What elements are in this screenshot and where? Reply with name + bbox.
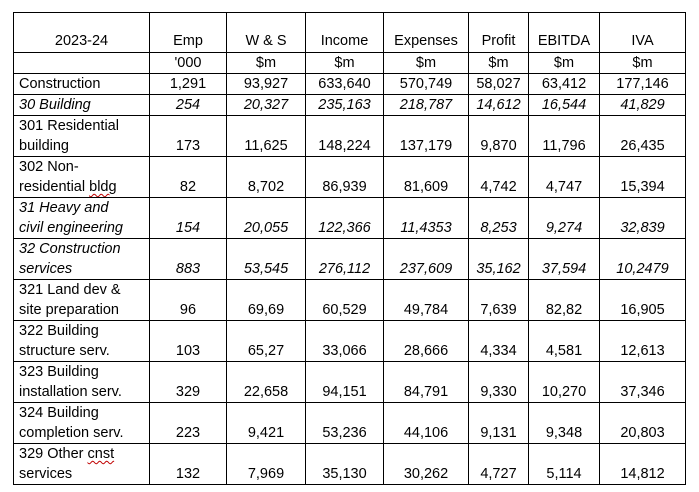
table-row	[14, 403, 686, 444]
column-header-emp: Emp	[150, 13, 227, 53]
cell-expenses: 237,609	[384, 239, 469, 280]
cell-expenses: 218,787	[384, 95, 469, 116]
year-header: 2023-24	[14, 13, 150, 53]
unit-cell: $m	[600, 53, 686, 74]
column-header-ws: W & S	[227, 13, 306, 53]
cell-ebitda: 4,581	[529, 321, 600, 362]
cell-iva: 14,812	[600, 444, 686, 485]
cell-income: 148,224	[306, 116, 384, 157]
cell-emp: 82	[150, 157, 227, 198]
cell-ebitda: 9,348	[529, 403, 600, 444]
cell-income: 60,529	[306, 280, 384, 321]
cell-iva: 20,803	[600, 403, 686, 444]
table-row	[14, 280, 686, 321]
unit-cell: $m	[529, 53, 600, 74]
cell-income: 33,066	[306, 321, 384, 362]
row-label: 321 Land dev & site preparation	[14, 280, 150, 321]
cell-ws: 69,69	[227, 280, 306, 321]
cell-ws: 65,27	[227, 321, 306, 362]
cell-income: 35,130	[306, 444, 384, 485]
table-row	[14, 157, 686, 198]
column-header-expenses: Expenses	[384, 13, 469, 53]
table-row	[14, 116, 686, 157]
cell-ebitda: 37,594	[529, 239, 600, 280]
cell-emp: 223	[150, 403, 227, 444]
table-row	[14, 362, 686, 403]
table-row	[14, 74, 686, 95]
cell-income: 122,366	[306, 198, 384, 239]
cell-ws: 9,421	[227, 403, 306, 444]
cell-iva: 12,613	[600, 321, 686, 362]
cell-emp: 329	[150, 362, 227, 403]
cell-ws: 7,969	[227, 444, 306, 485]
units-row	[14, 53, 686, 74]
cell-emp: 154	[150, 198, 227, 239]
cell-profit: 9,870	[469, 116, 529, 157]
cell-ws: 8,702	[227, 157, 306, 198]
cell-profit: 7,639	[469, 280, 529, 321]
row-label: 302 Non- residential bldg	[14, 157, 150, 198]
cell-iva: 41,829	[600, 95, 686, 116]
cell-expenses: 84,791	[384, 362, 469, 403]
cell-profit: 9,131	[469, 403, 529, 444]
table-row	[14, 95, 686, 116]
cell-emp: 254	[150, 95, 227, 116]
row-label: Construction	[14, 74, 150, 95]
cell-ws: 20,327	[227, 95, 306, 116]
row-label: 322 Building structure serv.	[14, 321, 150, 362]
cell-iva: 37,346	[600, 362, 686, 403]
cell-income: 53,236	[306, 403, 384, 444]
cell-income: 86,939	[306, 157, 384, 198]
spellcheck-flagged-word: cnst	[87, 446, 115, 462]
cell-emp: 103	[150, 321, 227, 362]
row-label: 324 Building completion serv.	[14, 403, 150, 444]
cell-emp: 173	[150, 116, 227, 157]
row-label: 32 Construction services	[14, 239, 150, 280]
cell-ws: 93,927	[227, 74, 306, 95]
cell-profit: 4,742	[469, 157, 529, 198]
cell-ws: 53,545	[227, 239, 306, 280]
column-header-ebitda: EBITDA	[529, 13, 600, 53]
cell-ebitda: 16,544	[529, 95, 600, 116]
unit-cell: '000	[150, 53, 227, 74]
table-row	[14, 321, 686, 362]
cell-ebitda: 4,747	[529, 157, 600, 198]
column-header-iva: IVA	[600, 13, 686, 53]
column-header-income: Income	[306, 13, 384, 53]
cell-profit: 35,162	[469, 239, 529, 280]
table-row	[14, 239, 686, 280]
cell-iva: 10,2479	[600, 239, 686, 280]
row-label: 301 Residential building	[14, 116, 150, 157]
cell-income: 94,151	[306, 362, 384, 403]
cell-iva: 26,435	[600, 116, 686, 157]
units-label-cell	[14, 53, 150, 74]
cell-expenses: 28,666	[384, 321, 469, 362]
cell-expenses: 44,106	[384, 403, 469, 444]
cell-profit: 9,330	[469, 362, 529, 403]
cell-ebitda: 11,796	[529, 116, 600, 157]
cell-income: 235,163	[306, 95, 384, 116]
unit-cell: $m	[227, 53, 306, 74]
table-row	[14, 198, 686, 239]
cell-iva: 32,839	[600, 198, 686, 239]
unit-cell: $m	[384, 53, 469, 74]
cell-profit: 4,727	[469, 444, 529, 485]
cell-emp: 883	[150, 239, 227, 280]
cell-expenses: 30,262	[384, 444, 469, 485]
cell-ebitda: 10,270	[529, 362, 600, 403]
cell-emp: 132	[150, 444, 227, 485]
cell-profit: 58,027	[469, 74, 529, 95]
unit-cell: $m	[469, 53, 529, 74]
cell-expenses: 570,749	[384, 74, 469, 95]
cell-ebitda: 5,114	[529, 444, 600, 485]
data-table	[13, 12, 686, 485]
unit-cell: $m	[306, 53, 384, 74]
row-label: 31 Heavy and civil engineering	[14, 198, 150, 239]
cell-iva: 16,905	[600, 280, 686, 321]
cell-expenses: 81,609	[384, 157, 469, 198]
cell-expenses: 49,784	[384, 280, 469, 321]
cell-ebitda: 9,274	[529, 198, 600, 239]
cell-ws: 11,625	[227, 116, 306, 157]
row-label: 329 Other cnst services	[14, 444, 150, 485]
column-header-profit: Profit	[469, 13, 529, 53]
cell-income: 276,112	[306, 239, 384, 280]
cell-ws: 20,055	[227, 198, 306, 239]
cell-ws: 22,658	[227, 362, 306, 403]
cell-iva: 177,146	[600, 74, 686, 95]
cell-ebitda: 82,82	[529, 280, 600, 321]
cell-profit: 14,612	[469, 95, 529, 116]
cell-profit: 4,334	[469, 321, 529, 362]
cell-expenses: 11,4353	[384, 198, 469, 239]
spellcheck-flagged-word: bldg	[89, 179, 117, 195]
cell-profit: 8,253	[469, 198, 529, 239]
row-label: 30 Building	[14, 95, 150, 116]
cell-income: 633,640	[306, 74, 384, 95]
cell-expenses: 137,179	[384, 116, 469, 157]
cell-emp: 1,291	[150, 74, 227, 95]
cell-emp: 96	[150, 280, 227, 321]
cell-ebitda: 63,412	[529, 74, 600, 95]
table-row	[14, 444, 686, 485]
header-row	[14, 13, 686, 53]
cell-iva: 15,394	[600, 157, 686, 198]
row-label: 323 Building installation serv.	[14, 362, 150, 403]
